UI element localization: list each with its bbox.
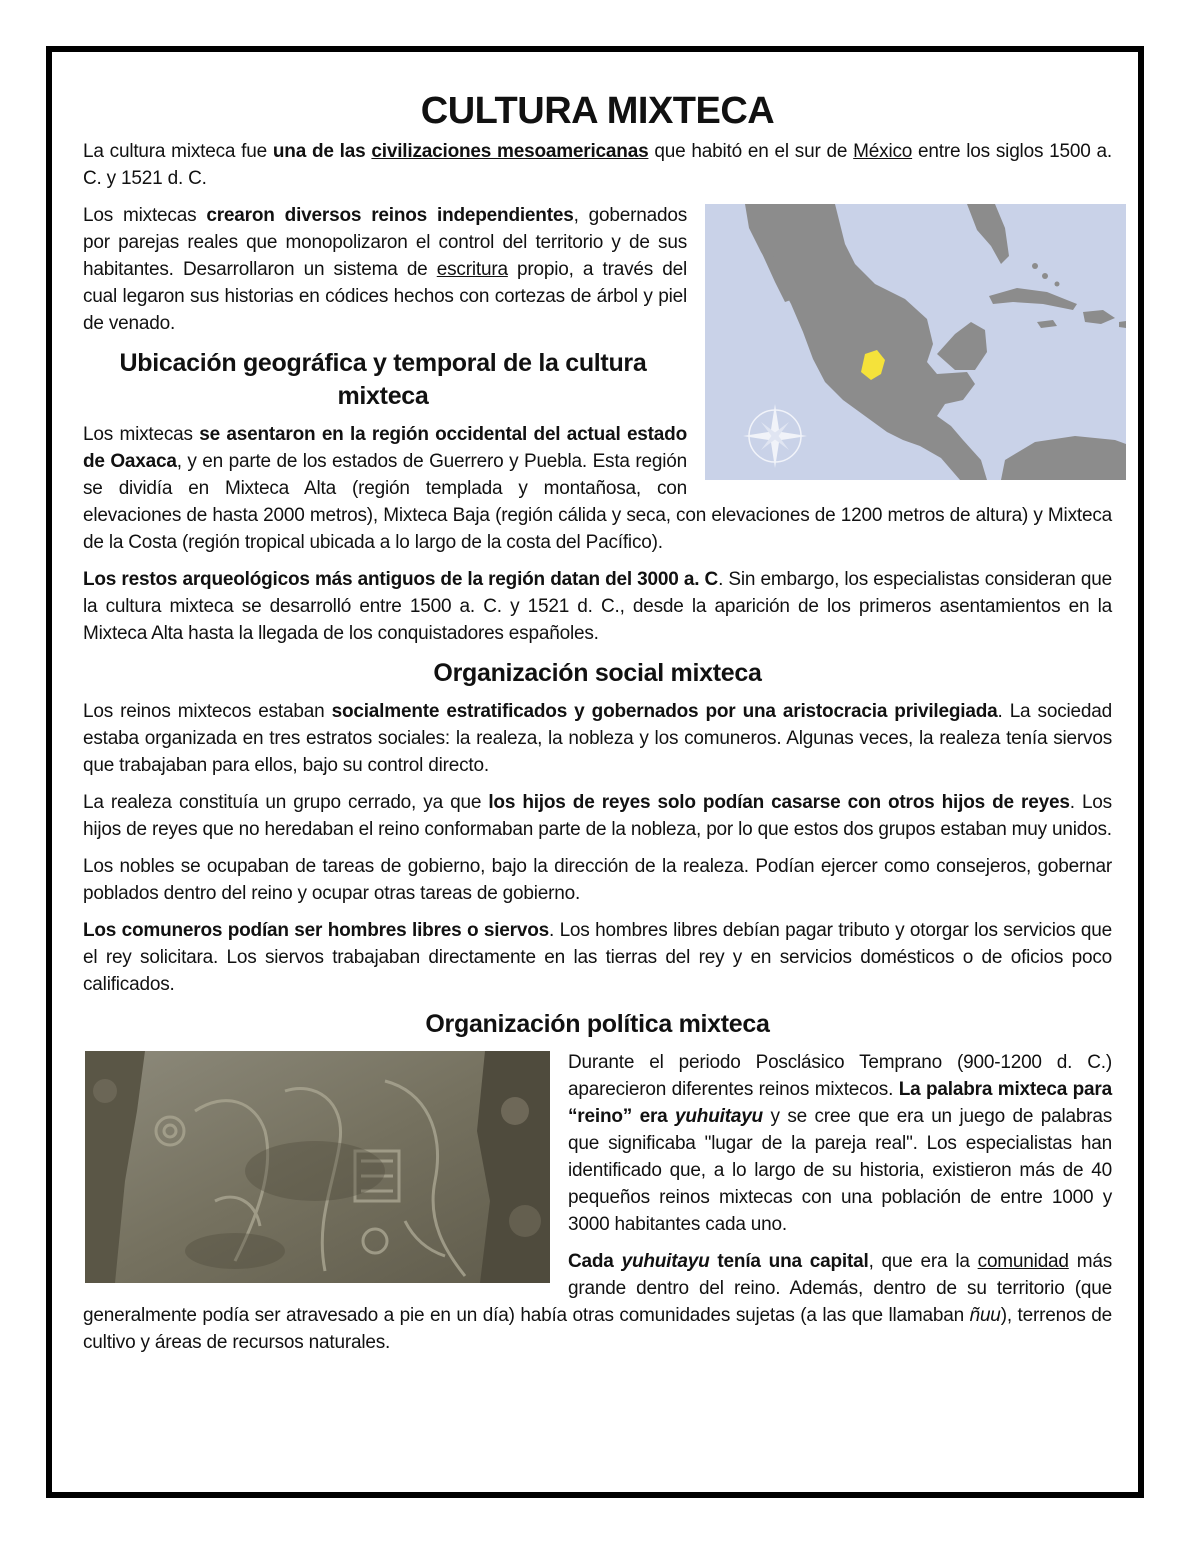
heading-ubicacion: Ubicación geográfica y temporal de la cultura mixteca <box>119 349 647 410</box>
paragraph-estratos: Los reinos mixtecos estaban socialmente estratificados y gobernados por una aristocracia privilegiada. La sociedad estaba organizada en tres estratos sociales: la realeza, la nobleza y los comuneros. Algunas veces, la realeza tenía siervos que trabajaban para ellos, bajo su control directo. <box>83 701 1112 776</box>
paragraph-capital: Cada yuhuitayu tenía una capital, que era la comunidad más grande dentro del reino. Además, dentro de su territorio (que generalmente podía ser atravesado a pie en un día) había otras comunidades sujetas (a las que llamaban ñuu), terrenos de cultivo y áreas de recursos naturales. <box>83 1251 1112 1353</box>
link-comunidad[interactable]: comunidad <box>977 1251 1069 1272</box>
paragraph-realeza: La realeza constituía un grupo cerrado, ya que los hijos de reyes solo podían casarse con otros hijos de reyes. Los hijos de reyes que no heredaban el reino conformaban parte de la nobleza, por lo que estos dos grupos estaban muy unidos. <box>83 792 1112 840</box>
page-title: CULTURA MIXTECA <box>420 90 775 132</box>
link-escritura[interactable]: escritura <box>436 259 508 280</box>
paragraph-restos: Los restos arqueológicos más antiguos de la región datan del 3000 a. C. Sin embargo, los especialistas consideran que la cultura mixteca se desarrolló entre 1500 a. C. y 1521 d. C., desde la aparición de los primeros asentamientos en la Mixteca Alta hasta la llegada de los conquistadores españoles. <box>83 569 1112 644</box>
carved-stone-image <box>85 1051 550 1283</box>
heading-organizacion-politica: Organización política mixteca <box>425 1010 770 1038</box>
link-mexico[interactable]: México <box>853 141 913 162</box>
map-image <box>705 204 1126 480</box>
intro-paragraph: La cultura mixteca fue una de las civilizaciones mesoamericanas que habitó en el sur de México entre los siglos 1500 a. C. y 1521 d. C. <box>83 141 1112 189</box>
document-body <box>83 86 1112 1366</box>
carved-stone-graphic <box>85 1051 550 1283</box>
paragraph-nobles: Los nobles se ocupaban de tareas de gobierno, bajo la dirección de la realeza. Podían ejercer como consejeros, gobernar poblados dentro del reino y ocupar otras tareas de gobierno. <box>83 856 1112 904</box>
paragraph-posclasico: Durante el periodo Posclásico Temprano (900-1200 d. C.) aparecieron diferentes reinos mixtecos. La palabra mixteca para “reino” era yuhuitayu y se cree que era un juego de palabras que significaba "lugar de la pareja real". Los especialistas han identificado que, a lo largo de su historia, existieron más de 40 pequeños reinos mixtecas con una población de entre 1000 y 3000 habitantes cada uno. <box>568 1052 1112 1235</box>
map-mesoamerica-graphic <box>705 204 1126 480</box>
paragraph-ubicacion: Los mixtecas se asentaron en la región occidental del actual estado de Oaxaca, y en parte de los estados de Guerrero y Puebla. Esta región se dividía en Mixteca Alta (región templada y montañosa, con elevaciones de hasta 2000 metros), Mixteca Baja (región cálida y seca, con elevaciones de 1200 metros de altura) y Mixteca de la Costa (región tropical ubicada a lo largo de la costa del Pacífico). <box>83 424 1112 553</box>
heading-organizacion-social: Organización social mixteca <box>433 659 762 687</box>
paragraph-reinos: Los mixtecas crearon diversos reinos independientes, gobernados por parejas reales que monopolizaron el control del territorio y de sus habitantes. Desarrollaron un sistema de escritura propio, a través del cual legaron sus historias en códices hechos con cortezas de árbol y piel de venado. <box>83 205 687 334</box>
paragraph-comuneros: Los comuneros podían ser hombres libres o siervos. Los hombres libres debían pagar tributo y otorgar los servicios que el rey solicitara. Los siervos trabajaban directamente en las tierras del rey y en servicios domésticos o de oficios poco calificados. <box>83 920 1112 995</box>
link-civilizaciones[interactable]: civilizaciones mesoamericanas <box>371 141 649 162</box>
